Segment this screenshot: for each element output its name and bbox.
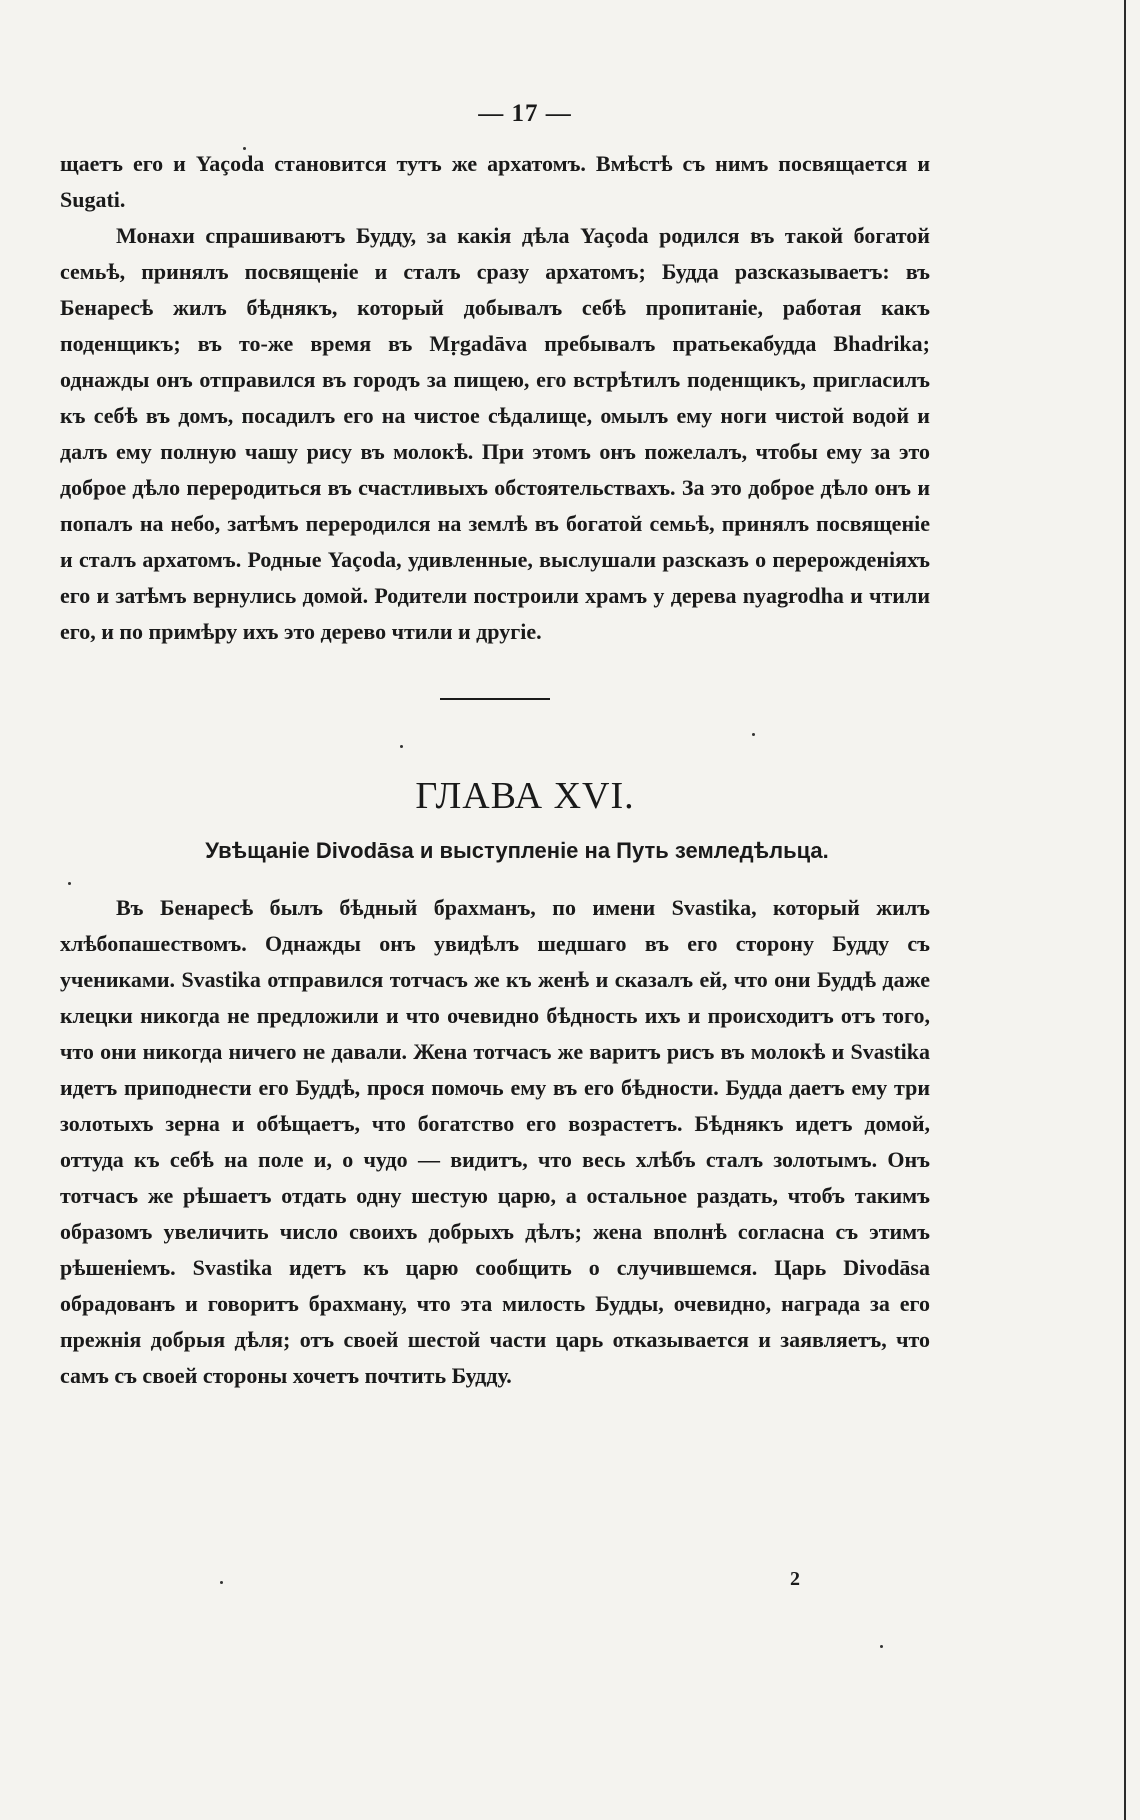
print-speck	[880, 1645, 883, 1648]
continued-text	[60, 146, 930, 650]
chapter-subtitle: Увѣщаніе Divodāsa и выступленіе на Путь земледѣльца.	[205, 838, 829, 863]
paragraph-svastika: Въ Бенаресѣ былъ бѣдный брахманъ, по имени Svastika, который жилъ хлѣбопашествомъ. Однажды онъ увидѣлъ шедшаго въ его сторону Будду съ учениками. Svastika отправился тотчасъ же къ женѣ и сказалъ ей, что они Буддѣ даже клецки никогда не предложили и что очевидно бѣдность ихъ и происходитъ отъ того, что они никогда ничего не давали. Жена тотчасъ же варитъ рисъ въ молокѣ и Svastika идетъ приподнести его Буддѣ, прося помочь ему въ его бѣдности. Будда даетъ ему три золотыхъ зерна и обѣщаетъ, что богатство его возрастетъ. Бѣднякъ идетъ домой, оттуда къ себѣ на поле и, о чудо — видитъ, что весь хлѣбъ сталъ золотымъ. Онъ тотчасъ же рѣшаетъ отдать одну шестую царю, а остальное раздать, чтобъ такимъ образомъ увеличить число своихъ добрыхъ дѣлъ; жена вполнѣ согласна съ этимъ рѣшеніемъ. Svastika идетъ къ царю сообщить о случившемся. Царь Divodāsa обрадованъ и говоритъ брахману, что эта милость Будды, очевидно, награда за его прежнія добрыя дѣля; отъ своей шестой части царь отказывается и заявляетъ, что самъ съ своей стороны хочетъ почтить Будду.	[60, 895, 930, 1388]
paragraph-continuation: щаетъ его и Yaçoda становится тутъ же архатомъ. Вмѣстѣ съ нимъ посвящается и Sugati.	[60, 151, 930, 212]
page-number-header: — 17 —	[478, 100, 572, 127]
paragraph-monks-ask: Монахи спрашиваютъ Будду, за какія дѣла Yaçoda родился въ такой богатой семьѣ, принялъ посвященіе и сталъ сразу архатомъ; Будда разсказываетъ: въ Бенаресѣ жилъ бѣднякъ, который добывалъ себѣ пропитаніе, работая какъ поденщикъ; въ то-же время въ Mṛgadāva пребывалъ пратьекабудда Bhadrika; однажды онъ отправился въ городъ за пищею, его встрѣтилъ поденщикъ, пригласилъ къ себѣ въ домъ, посадилъ его на чистое сѣдалище, омылъ ему ноги чистой водой и далъ ему полную чашу рису въ молокѣ. При этомъ онъ пожелалъ, чтобы ему за это доброе дѣло переродиться въ счастливыхъ обстоятельствахъ. За это доброе дѣло онъ и попалъ на небо, затѣмъ переродился на землѣ въ богатой семьѣ, принялъ посвященіе и сталъ архатомъ. Родные Yaçoda, удивленные, выслушали разсказъ о перерожденіяхъ его и затѣмъ вернулись домой. Родители построили храмъ у дерева nyagrodha и чтили его, и по примѣру ихъ это дерево чтили и другіе.	[60, 223, 930, 644]
print-speck	[220, 1581, 223, 1584]
chapter-title: ГЛАВА XVI.	[415, 775, 635, 817]
chapter-text	[60, 890, 930, 1394]
section-divider	[440, 698, 550, 700]
page-edge-line	[1124, 0, 1126, 1820]
book-page	[60, 100, 930, 1394]
signature-mark: 2	[790, 1568, 800, 1590]
